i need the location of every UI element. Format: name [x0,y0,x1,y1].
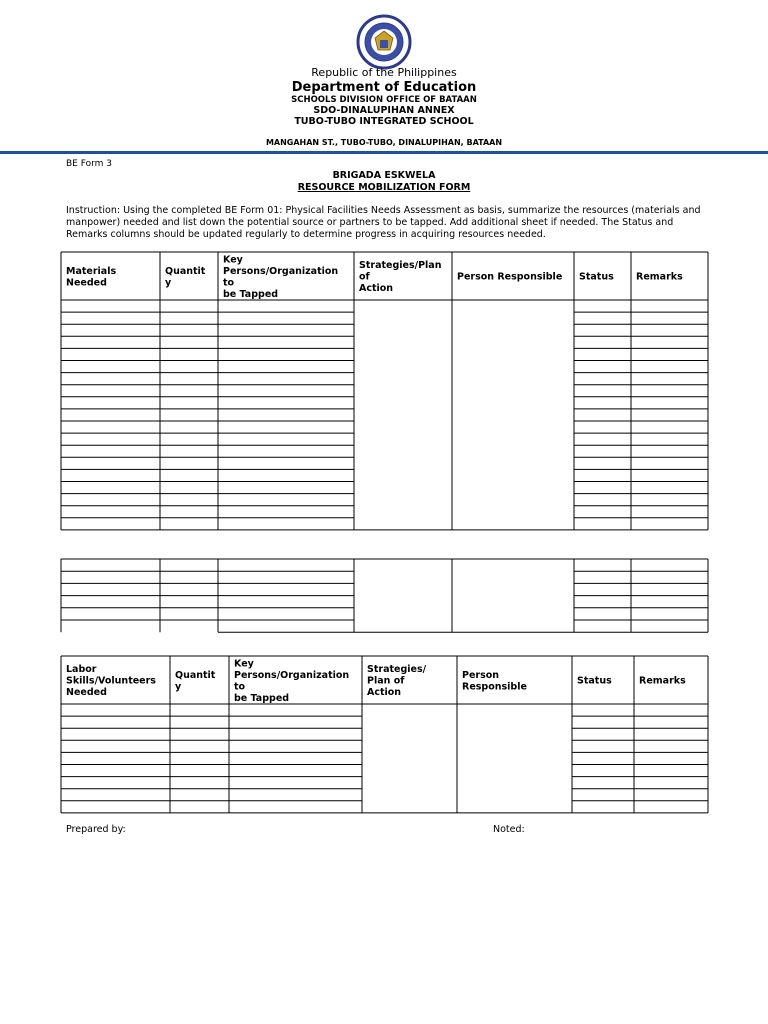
school-address: MANGAHAN ST., TUBO-TUBO, DINALUPIHAN, BATAAN [265,138,503,147]
header-labor-person-responsible: Person Responsible [462,669,527,693]
department-name: Department of Education [291,80,477,95]
form-number: BE Form 3 [66,159,112,169]
republic-label: Republic of the Philippines [311,66,457,79]
form-subtitle: RESOURCE MOBILIZATION FORM [297,182,471,193]
header-labor-status: Status [577,675,612,687]
school-name: TUBO-TUBO INTEGRATED SCHOOL [294,116,474,127]
header-labor-key-persons: Key Persons/Organization to be Tapped [234,658,350,704]
header-labor-quantity: Quantit y [175,669,216,693]
header-materials-needed: Materials Needed [66,265,117,289]
division-name: SCHOOLS DIVISION OFFICE OF BATAAN [291,95,477,105]
header-labor-strategies: Strategies/ Plan of Action [367,664,427,698]
annex-name: SDO-DINALUPIHAN ANNEX [313,105,455,116]
header-person-responsible: Person Responsible [457,271,563,283]
header-quantity: Quantit y [165,265,206,289]
header-key-persons: Key Persons/Organization to be Tapped [223,254,339,300]
header-labor-needed: Labor Skills/Volunteers Needed [66,664,156,698]
header-remarks: Remarks [636,271,683,283]
prepared-by-label: Prepared by: [66,824,126,835]
header-labor-remarks: Remarks [639,675,686,687]
form-title: BRIGADA ESKWELA [332,170,436,181]
header-strategies: Strategies/Plan of Action [359,260,442,294]
noted-label: Noted: [493,824,525,835]
instruction-text: Instruction: Using the completed BE Form 01: Physical Facilities Needs Assessment as basis, summarize the resources (materials and manpower) needed and list down the potential source or partners to be tapped. Add additional sheet if needed. The Status and Remarks columns should be updated regularly to determine progress in acquiring resources needed. [66,205,701,240]
header-status: Status [579,271,614,283]
